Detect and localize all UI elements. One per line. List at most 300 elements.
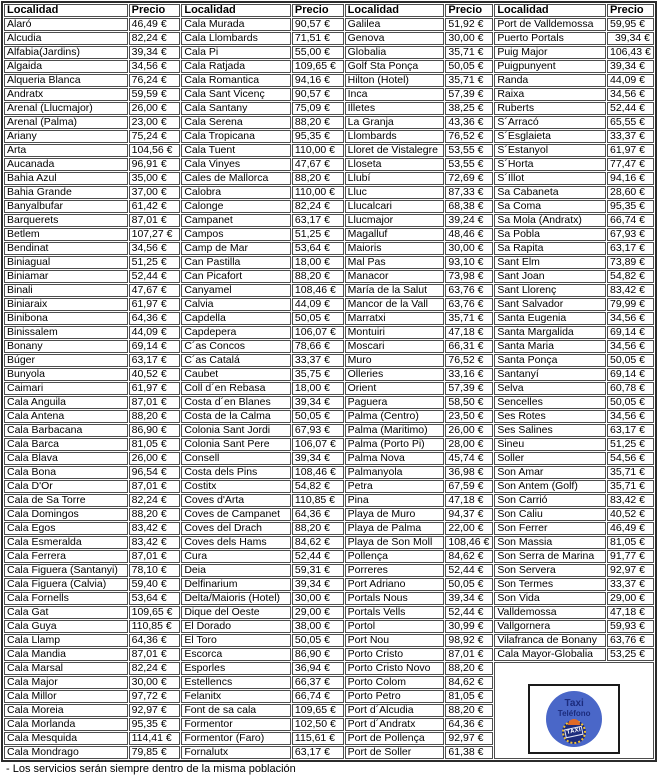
- price-cell: 64,36 €: [292, 508, 344, 521]
- price-cell: 30,99 €: [445, 620, 493, 633]
- price-cell: 63,17 €: [292, 746, 344, 759]
- price-cell: 34,56 €: [607, 410, 654, 423]
- locality-cell: Son Caliu: [494, 508, 606, 521]
- price-cell: 88,20 €: [292, 522, 344, 535]
- price-cell: 114,41 €: [129, 732, 181, 745]
- locality-cell: Lloseta: [345, 158, 445, 171]
- locality-cell: Porto Colom: [345, 676, 445, 689]
- locality-cell: El Toro: [181, 634, 291, 647]
- locality-cell: Coves d'Arta: [181, 494, 291, 507]
- price-cell: 66,37 €: [292, 676, 344, 689]
- locality-cell: La Granja: [345, 116, 445, 129]
- price-cell: 36,98 €: [445, 466, 493, 479]
- price-cell: 50,05 €: [445, 60, 493, 73]
- price-cell: 95,35 €: [607, 200, 654, 213]
- price-cell: 54,82 €: [607, 270, 654, 283]
- price-cell: 52,44 €: [607, 102, 654, 115]
- price-cell: 39,24 €: [445, 214, 493, 227]
- locality-cell: C´as Concos: [181, 340, 291, 353]
- price-cell: 82,24 €: [292, 200, 344, 213]
- price-cell: 79,99 €: [607, 298, 654, 311]
- price-cell: 39,34 €: [607, 60, 654, 73]
- locality-cell: Playa de Son Moll: [345, 536, 445, 549]
- locality-cell: Arta: [4, 144, 128, 157]
- locality-cell: Lloret de Vistalegre: [345, 144, 445, 157]
- price-cell: 68,38 €: [445, 200, 493, 213]
- price-cell: 26,00 €: [129, 102, 181, 115]
- flame-icon: [568, 719, 580, 725]
- table-row: [4, 564, 654, 577]
- locality-cell: Santa Maria: [494, 340, 606, 353]
- locality-cell: S´Esglaieta: [494, 130, 606, 143]
- locality-cell: Montuiri: [345, 326, 445, 339]
- price-cell: 88,20 €: [292, 270, 344, 283]
- price-cell: 92,97 €: [129, 704, 181, 717]
- locality-cell: Santanyí: [494, 368, 606, 381]
- price-cell: 23,50 €: [445, 410, 493, 423]
- price-cell: 18,00 €: [292, 382, 344, 395]
- locality-cell: Cala Romantica: [181, 74, 291, 87]
- locality-cell: Olleries: [345, 368, 445, 381]
- locality-cell: Sant Llorenç: [494, 284, 606, 297]
- locality-cell: Palma (Porto Pi): [345, 438, 445, 451]
- table-row: [4, 102, 654, 115]
- locality-cell: Cala Barbacana: [4, 424, 128, 437]
- price-cell: 108,46 €: [445, 536, 493, 549]
- price-cell: 54,56 €: [607, 452, 654, 465]
- locality-cell: Playa de Palma: [345, 522, 445, 535]
- column-header-precio: Precio: [607, 4, 654, 17]
- price-cell: 82,24 €: [129, 32, 181, 45]
- price-cell: 86,90 €: [129, 424, 181, 437]
- price-cell: 77,47 €: [607, 158, 654, 171]
- price-cell: 88,20 €: [292, 116, 344, 129]
- price-cell: 35,75 €: [292, 368, 344, 381]
- locality-cell: Soller: [494, 452, 606, 465]
- locality-cell: Puerto Portals: [494, 32, 606, 45]
- locality-cell: Ses Rotes: [494, 410, 606, 423]
- price-cell: 66,31 €: [445, 340, 493, 353]
- locality-cell: Alqueria Blanca: [4, 74, 128, 87]
- locality-cell: Alaró: [4, 18, 128, 31]
- locality-cell: Ariany: [4, 130, 128, 143]
- price-cell: 57,39 €: [445, 382, 493, 395]
- locality-cell: Inca: [345, 88, 445, 101]
- locality-cell: Escorca: [181, 648, 291, 661]
- locality-cell: Golf Sta Ponça: [345, 60, 445, 73]
- price-cell: 78,66 €: [292, 340, 344, 353]
- locality-cell: Cala Gat: [4, 606, 128, 619]
- locality-cell: Cala Bona: [4, 466, 128, 479]
- locality-cell: Sa Coma: [494, 200, 606, 213]
- price-cell: 39,34 €: [607, 32, 654, 45]
- locality-cell: Cala Llombards: [181, 32, 291, 45]
- table-row: [4, 536, 654, 549]
- locality-cell: Son Amar: [494, 466, 606, 479]
- price-cell: 93,10 €: [445, 256, 493, 269]
- table-row: [4, 634, 654, 647]
- logo-subtitle: Teléfono: [557, 709, 591, 718]
- locality-cell: Barquerets: [4, 214, 128, 227]
- header-row: [4, 4, 654, 17]
- table-row: [4, 368, 654, 381]
- price-cell: 81,05 €: [129, 438, 181, 451]
- locality-cell: Mancor de la Vall: [345, 298, 445, 311]
- locality-cell: Cala Mandia: [4, 648, 128, 661]
- price-cell: 94,16 €: [292, 74, 344, 87]
- locality-cell: Son Ferrer: [494, 522, 606, 535]
- locality-cell: Illetes: [345, 102, 445, 115]
- price-cell: 35,71 €: [607, 480, 654, 493]
- price-cell: 75,24 €: [129, 130, 181, 143]
- price-cell: 59,95 €: [607, 18, 654, 31]
- locality-cell: Biniaraix: [4, 298, 128, 311]
- price-cell: 33,37 €: [607, 578, 654, 591]
- price-cell: 30,00 €: [129, 676, 181, 689]
- locality-cell: S´Estanyol: [494, 144, 606, 157]
- table-row: [4, 130, 654, 143]
- locality-cell: Cala Antena: [4, 410, 128, 423]
- table-row: [4, 284, 654, 297]
- locality-cell: Port de Soller: [345, 746, 445, 759]
- table-row: [4, 46, 654, 59]
- price-cell: 44,09 €: [607, 74, 654, 87]
- price-cell: 50,05 €: [607, 354, 654, 367]
- price-cell: 97,72 €: [129, 690, 181, 703]
- price-cell: 79,85 €: [129, 746, 181, 759]
- price-cell: 26,00 €: [129, 452, 181, 465]
- locality-cell: Cala Ferrera: [4, 550, 128, 563]
- table-row: [4, 298, 654, 311]
- price-cell: 39,34 €: [129, 46, 181, 59]
- locality-cell: Son Carrió: [494, 494, 606, 507]
- locality-cell: Coves de Campanet: [181, 508, 291, 521]
- price-cell: 51,25 €: [607, 438, 654, 451]
- locality-cell: Llubí: [345, 172, 445, 185]
- table-row: [4, 326, 654, 339]
- price-cell: 52,44 €: [445, 606, 493, 619]
- price-cell: 63,17 €: [292, 214, 344, 227]
- price-cell: 110,00 €: [292, 144, 344, 157]
- locality-cell: Alfabia(Jardins): [4, 46, 128, 59]
- price-cell: 23,00 €: [129, 116, 181, 129]
- price-cell: 46,49 €: [129, 18, 181, 31]
- locality-cell: Cala Ratjada: [181, 60, 291, 73]
- price-cell: 63,17 €: [607, 242, 654, 255]
- column-header-localidad: Localidad: [345, 4, 445, 17]
- price-cell: 43,36 €: [445, 116, 493, 129]
- locality-cell: Petra: [345, 480, 445, 493]
- price-cell: 66,74 €: [292, 690, 344, 703]
- locality-cell: Palmanyola: [345, 466, 445, 479]
- locality-cell: Arenal (Llucmajor): [4, 102, 128, 115]
- price-cell: 30,00 €: [445, 32, 493, 45]
- taxi-fares-table: [1, 1, 657, 762]
- locality-cell: Cala Marsal: [4, 662, 128, 675]
- price-cell: 64,36 €: [129, 312, 181, 325]
- price-cell: 95,35 €: [292, 130, 344, 143]
- locality-cell: Algaida: [4, 60, 128, 73]
- price-cell: 59,31 €: [292, 564, 344, 577]
- price-cell: 84,62 €: [445, 550, 493, 563]
- locality-cell: S´Illot: [494, 172, 606, 185]
- price-cell: 61,38 €: [445, 746, 493, 759]
- table-row: [4, 18, 654, 31]
- locality-cell: Camp de Mar: [181, 242, 291, 255]
- locality-cell: Cura: [181, 550, 291, 563]
- locality-cell: Banyalbufar: [4, 200, 128, 213]
- table-row: [4, 382, 654, 395]
- locality-cell: Son Massia: [494, 536, 606, 549]
- locality-cell: Biniagual: [4, 256, 128, 269]
- locality-cell: Cala Santany: [181, 102, 291, 115]
- locality-cell: Llombards: [345, 130, 445, 143]
- price-cell: 34,56 €: [607, 312, 654, 325]
- table-row: [4, 480, 654, 493]
- locality-cell: Porto Cristo Novo: [345, 662, 445, 675]
- price-cell: 83,42 €: [129, 522, 181, 535]
- locality-cell: El Dorado: [181, 620, 291, 633]
- price-cell: 48,46 €: [445, 228, 493, 241]
- price-cell: 102,50 €: [292, 718, 344, 731]
- locality-cell: Palma Nova: [345, 452, 445, 465]
- locality-cell: Port d´Andratx: [345, 718, 445, 731]
- price-cell: 76,52 €: [445, 130, 493, 143]
- locality-cell: Porreres: [345, 564, 445, 577]
- locality-cell: S´Arracó: [494, 116, 606, 129]
- table-row: [4, 172, 654, 185]
- locality-cell: Llucalcari: [345, 200, 445, 213]
- locality-cell: Costa de la Calma: [181, 410, 291, 423]
- price-cell: 92,97 €: [607, 564, 654, 577]
- locality-cell: Port d´Alcudia: [345, 704, 445, 717]
- locality-cell: Porto Cristo: [345, 648, 445, 661]
- locality-cell: Alcudia: [4, 32, 128, 45]
- price-cell: 81,05 €: [445, 690, 493, 703]
- price-cell: 76,24 €: [129, 74, 181, 87]
- price-cell: 110,85 €: [292, 494, 344, 507]
- locality-cell: Cala Vinyes: [181, 158, 291, 171]
- price-cell: 34,56 €: [129, 60, 181, 73]
- price-cell: 63,76 €: [445, 284, 493, 297]
- locality-cell: Cala Esmeralda: [4, 536, 128, 549]
- locality-cell: Sa Cabaneta: [494, 186, 606, 199]
- locality-cell: Costitx: [181, 480, 291, 493]
- locality-cell: Sa Pobla: [494, 228, 606, 241]
- locality-cell: Puigpunyent: [494, 60, 606, 73]
- table-row: [4, 354, 654, 367]
- logo-cell: [494, 662, 654, 759]
- table-row: [4, 508, 654, 521]
- price-cell: 22,00 €: [445, 522, 493, 535]
- locality-cell: Cala Serena: [181, 116, 291, 129]
- locality-cell: Hilton (Hotel): [345, 74, 445, 87]
- price-cell: 71,51 €: [292, 32, 344, 45]
- locality-cell: Coves del Drach: [181, 522, 291, 535]
- table-row: [4, 648, 654, 661]
- locality-cell: Caubet: [181, 368, 291, 381]
- price-cell: 82,24 €: [129, 494, 181, 507]
- price-cell: 34,56 €: [607, 88, 654, 101]
- locality-cell: Valldemossa: [494, 606, 606, 619]
- locality-cell: Sa Rapita: [494, 242, 606, 255]
- locality-cell: Cala Blava: [4, 452, 128, 465]
- price-cell: 87,01 €: [129, 648, 181, 661]
- price-cell: 106,43 €: [607, 46, 654, 59]
- column-header-localidad: Localidad: [181, 4, 291, 17]
- price-cell: 106,07 €: [292, 326, 344, 339]
- price-cell: 108,46 €: [292, 466, 344, 479]
- price-cell: 61,97 €: [129, 298, 181, 311]
- locality-cell: Formentor: [181, 718, 291, 731]
- price-cell: 90,57 €: [292, 88, 344, 101]
- locality-cell: Sa Mola (Andratx): [494, 214, 606, 227]
- price-cell: 109,65 €: [129, 606, 181, 619]
- price-cell: 82,24 €: [129, 662, 181, 675]
- locality-cell: Cala Figuera (Calvia): [4, 578, 128, 591]
- locality-cell: Aucanada: [4, 158, 128, 171]
- locality-cell: Sant Joan: [494, 270, 606, 283]
- price-cell: 35,71 €: [445, 312, 493, 325]
- eu-stars-emblem-icon: [562, 720, 586, 744]
- price-cell: 98,92 €: [445, 634, 493, 647]
- locality-cell: Randa: [494, 74, 606, 87]
- locality-cell: Genova: [345, 32, 445, 45]
- price-cell: 53,64 €: [292, 242, 344, 255]
- locality-cell: Deia: [181, 564, 291, 577]
- locality-cell: Campos: [181, 228, 291, 241]
- locality-cell: Capdepera: [181, 326, 291, 339]
- price-cell: 59,93 €: [607, 620, 654, 633]
- price-cell: 53,64 €: [129, 592, 181, 605]
- price-cell: 83,42 €: [607, 494, 654, 507]
- price-cell: 64,36 €: [445, 718, 493, 731]
- table-row: [4, 74, 654, 87]
- price-cell: 39,34 €: [292, 578, 344, 591]
- price-cell: 109,65 €: [292, 60, 344, 73]
- locality-cell: S´Horta: [494, 158, 606, 171]
- locality-cell: Cala Major: [4, 676, 128, 689]
- price-cell: 88,20 €: [292, 172, 344, 185]
- table-row: [4, 550, 654, 563]
- price-cell: 35,71 €: [607, 466, 654, 479]
- locality-cell: Porto Petro: [345, 690, 445, 703]
- locality-cell: Son Servera: [494, 564, 606, 577]
- locality-cell: Son Termes: [494, 578, 606, 591]
- price-cell: 35,00 €: [129, 172, 181, 185]
- locality-cell: Coll d´en Rebasa: [181, 382, 291, 395]
- price-cell: 39,34 €: [445, 592, 493, 605]
- locality-cell: Son Serra de Marina: [494, 550, 606, 563]
- locality-cell: Cala Tropicana: [181, 130, 291, 143]
- table-row: [4, 116, 654, 129]
- locality-cell: Port Adriano: [345, 578, 445, 591]
- locality-cell: Estellencs: [181, 676, 291, 689]
- price-cell: 110,85 €: [129, 620, 181, 633]
- price-cell: 26,00 €: [445, 424, 493, 437]
- locality-cell: Pina: [345, 494, 445, 507]
- locality-cell: Costa dels Pins: [181, 466, 291, 479]
- price-cell: 57,39 €: [445, 88, 493, 101]
- locality-cell: Cala Millor: [4, 690, 128, 703]
- table-row: [4, 620, 654, 633]
- price-cell: 81,05 €: [607, 536, 654, 549]
- locality-cell: Cala Pi: [181, 46, 291, 59]
- locality-cell: Cala Barca: [4, 438, 128, 451]
- taxi-telefono-logo: [528, 684, 620, 754]
- price-cell: 73,98 €: [445, 270, 493, 283]
- price-cell: 55,00 €: [292, 46, 344, 59]
- price-cell: 96,54 €: [129, 466, 181, 479]
- table-row: [4, 424, 654, 437]
- price-cell: 53,55 €: [445, 158, 493, 171]
- locality-cell: Manacor: [345, 270, 445, 283]
- table-row: [4, 158, 654, 171]
- column-header-localidad: Localidad: [494, 4, 606, 17]
- locality-cell: Marratxi: [345, 312, 445, 325]
- price-cell: 63,76 €: [607, 634, 654, 647]
- price-cell: 94,16 €: [607, 172, 654, 185]
- price-cell: 28,60 €: [607, 186, 654, 199]
- price-cell: 66,74 €: [607, 214, 654, 227]
- price-cell: 18,00 €: [292, 256, 344, 269]
- locality-cell: Cala Fornells: [4, 592, 128, 605]
- table-row: [4, 578, 654, 591]
- price-cell: 30,00 €: [445, 242, 493, 255]
- price-cell: 30,00 €: [292, 592, 344, 605]
- price-cell: 88,20 €: [129, 410, 181, 423]
- locality-cell: Cala Llamp: [4, 634, 128, 647]
- price-cell: 39,34 €: [292, 452, 344, 465]
- price-cell: 29,00 €: [607, 592, 654, 605]
- locality-cell: Vallgornera: [494, 620, 606, 633]
- locality-cell: Cala Mayor-Globalia: [494, 648, 606, 661]
- price-cell: 50,05 €: [292, 410, 344, 423]
- price-cell: 107,27 €: [129, 228, 181, 241]
- price-cell: 47,67 €: [129, 284, 181, 297]
- price-cell: 88,20 €: [445, 704, 493, 717]
- price-cell: 90,57 €: [292, 18, 344, 31]
- locality-cell: Orient: [345, 382, 445, 395]
- locality-cell: Costa d´en Blanes: [181, 396, 291, 409]
- logo-circle: [546, 691, 602, 747]
- price-cell: 61,97 €: [129, 382, 181, 395]
- locality-cell: Cala Figuera (Santanyi): [4, 564, 128, 577]
- price-cell: 67,59 €: [445, 480, 493, 493]
- price-cell: 72,69 €: [445, 172, 493, 185]
- locality-cell: Port Nou: [345, 634, 445, 647]
- locality-cell: Cala Morlanda: [4, 718, 128, 731]
- price-cell: 33,37 €: [607, 130, 654, 143]
- table-row: [4, 88, 654, 101]
- price-cell: 60,78 €: [607, 382, 654, 395]
- locality-cell: Lluc: [345, 186, 445, 199]
- table-row: [4, 60, 654, 73]
- price-cell: 92,97 €: [445, 732, 493, 745]
- locality-cell: Bendinat: [4, 242, 128, 255]
- locality-cell: Font de sa cala: [181, 704, 291, 717]
- price-cell: 47,18 €: [607, 606, 654, 619]
- price-cell: 61,97 €: [607, 144, 654, 157]
- locality-cell: Campanet: [181, 214, 291, 227]
- price-cell: 104,56 €: [129, 144, 181, 157]
- table-row: [4, 270, 654, 283]
- locality-cell: Ruberts: [494, 102, 606, 115]
- locality-cell: Cala Guya: [4, 620, 128, 633]
- locality-cell: Bonany: [4, 340, 128, 353]
- locality-cell: Calonge: [181, 200, 291, 213]
- price-cell: 64,36 €: [129, 634, 181, 647]
